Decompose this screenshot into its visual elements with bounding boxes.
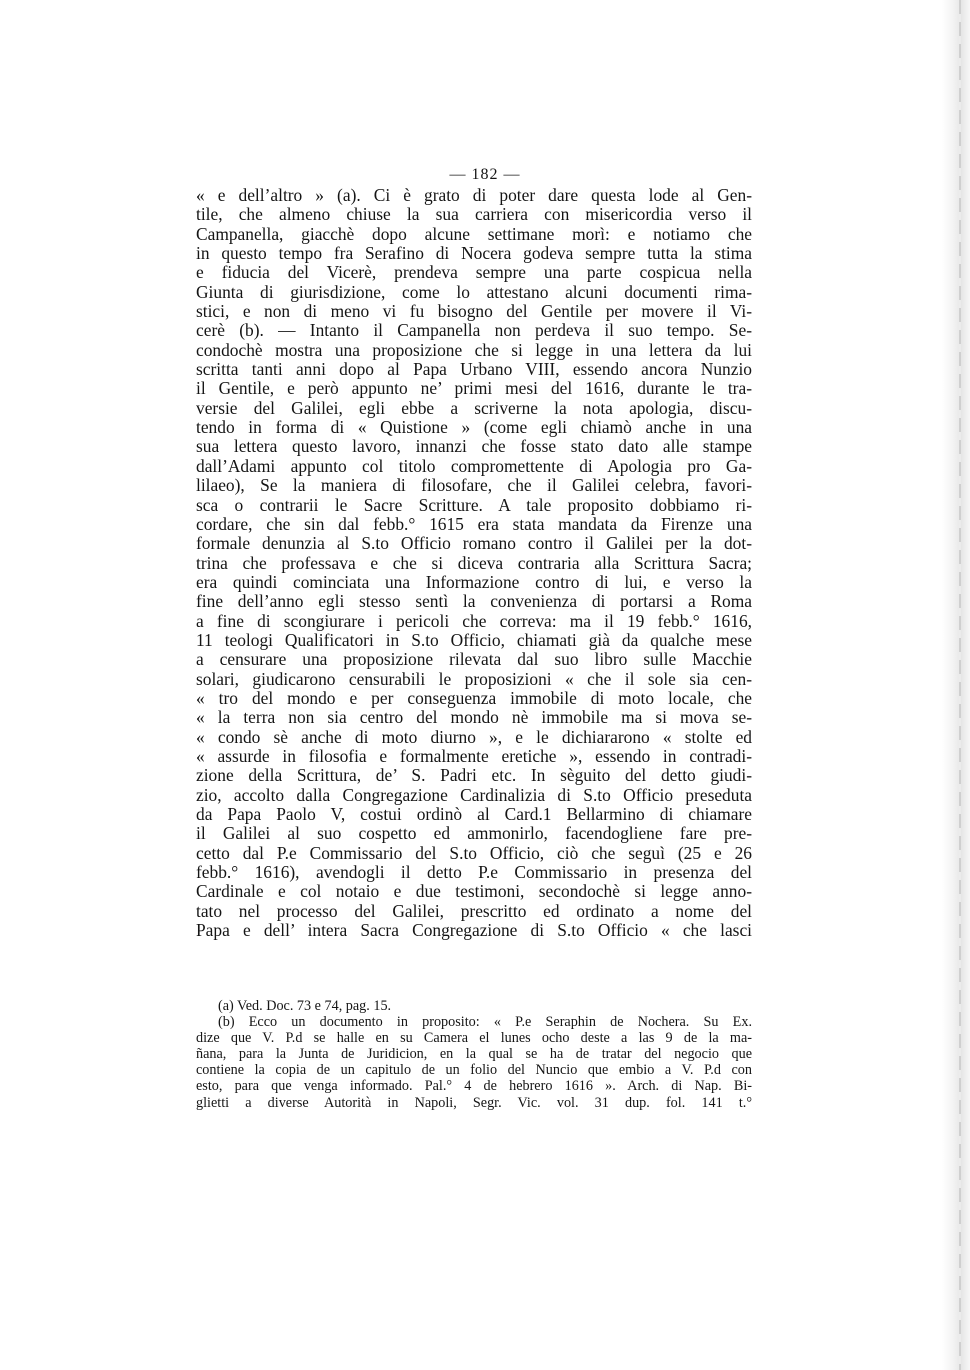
footnote-line: ñana, para la Junta de Juridicion, en la qual se ha de tratar del negocio que xyxy=(196,1046,752,1063)
body-line: zio, accolto dalla Congregazione Cardinalizia di S.to Officio preseduta xyxy=(196,784,752,805)
body-line: era quindi cominciata una Informazione contro di lui, e verso la xyxy=(196,571,752,592)
body-line: il Galilei al suo cospetto ed ammonirlo, facendogliene fare pre- xyxy=(196,823,752,844)
body-line: febb.° 1616), avendogli il detto P.e Commissario in presenza del xyxy=(196,862,752,883)
body-text xyxy=(196,186,752,940)
body-line: cordare, che sin dal febb.° 1615 era stata mandata da Firenze una xyxy=(196,513,752,534)
body-line: scritta tanti anni dopo al Papa Urbano VIII, essendo ancora Nunzio xyxy=(196,359,752,380)
body-line: Papa e dell’ intera Sacra Congregazione di S.to Officio « che lasci xyxy=(196,920,752,941)
footnote-line: contiene la copia de un capitulo de un folio del Nuncio que embio a V. P.d con xyxy=(196,1062,752,1079)
footnote-a: (a) Ved. Doc. 73 e 74, pag. 15. xyxy=(218,998,392,1014)
body-line: e fiducia del Vicerè, prendeva sempre una parte cospicua nella xyxy=(196,262,752,283)
body-line: formale denunzia al S.to Officio romano contro il Galilei per la dot- xyxy=(196,533,752,554)
body-line: a fine di scongiurare i pericoli che correva: ma il 19 febb.° 1616, xyxy=(196,610,752,631)
page-edge-line xyxy=(959,0,961,1370)
page-edge-shadow xyxy=(942,0,970,1370)
body-line: lilaeo), Se la maniera di filosofare, che il Galilei celebra, favori- xyxy=(196,475,752,496)
body-line: tendo in forma di « Quistione » (come egli chiamò anche in una xyxy=(196,417,752,438)
body-line: sca o contrarii le Sacre Scritture. A tale proposito dobbiamo ri- xyxy=(196,494,752,515)
body-line: « condo sè anche di moto diurno », e le dichiararono « stolte ed xyxy=(196,726,752,747)
body-line: dall’Adami appunto col titolo compromettente di Apologia pro Ga- xyxy=(196,455,752,476)
body-line: « e dell’altro » (a). Ci è grato di poter dare questa lode al Gen- xyxy=(196,185,752,205)
body-line: Campanella, giacchè dopo alcune settimane morì: e notiamo che xyxy=(196,223,752,244)
body-line: a censurare una proposizione rilevata dal suo libro sulle Macchie xyxy=(196,649,752,670)
body-line: cerè (b). — Intanto il Campanella non perdeva il suo tempo. Se- xyxy=(196,320,752,341)
body-line: « la terra non sia centro del mondo nè immobile ma si mova se- xyxy=(196,707,752,728)
body-line: zione della Scrittura, de’ S. Padri etc. In sèguito del detto giudi- xyxy=(196,765,752,786)
body-line: in questo tempo fra Serafino di Nocera godeva sempre tutta la stima xyxy=(196,243,752,264)
body-line: tato nel processo del Galilei, prescritto ed ordinato a nome del xyxy=(196,900,752,921)
body-line: trina che professava e che si diceva contraria alla Scrittura Sacra; xyxy=(196,552,752,573)
body-line: cetto dal P.e Commissario del S.to Officio, ciò che seguì (25 e 26 xyxy=(196,842,752,863)
footnote-b: (b) Ecco un documento in proposito: « P.e Seraphin de Nochera. Su Ex. xyxy=(218,1014,752,1031)
body-line: Cardinale e col notaio e due testimoni, secondochè si legge anno- xyxy=(196,881,752,902)
body-line: condochè mostra una proposizione che si legge in una lettera da lui xyxy=(196,339,752,360)
body-line: sua lettera questo lavoro, innanzi che fosse stato dato alle stampe xyxy=(196,436,752,457)
footnote-line: glietti a diverse Autorità in Napoli, Segr. Vic. vol. 31 dup. fol. 141 t.° xyxy=(196,1094,752,1111)
body-line: fine dell’anno egli stesso sentì la convenienza di portarsi a Roma xyxy=(196,591,752,612)
body-line: « assurde in filosofia e formalmente eretiche », essendo in contradi- xyxy=(196,745,752,766)
footnote-line: dize que V. P.d se halle en su Camera el lunes ocho deste a las 9 de la ma- xyxy=(196,1030,752,1047)
body-line: il Gentile, e però appunto ne’ primi mesi del 1616, durante le tra- xyxy=(196,378,752,399)
body-line: versie del Galilei, egli ebbe a scriverne la nota apologia, discu- xyxy=(196,397,752,418)
body-line: « tro del mondo e per conseguenza immobile di moto locale, che xyxy=(196,687,752,708)
body-line: solari, giudicarono censurabili le proposizioni « che il sole sia cen- xyxy=(196,668,752,689)
body-line: tile, che almeno chiuse la sua carriera con misericordia verso il xyxy=(196,204,752,225)
footnotes xyxy=(196,998,752,1111)
body-line: da Papa Paolo V, costui ordinò al Card.1 Bellarmino di chiamare xyxy=(196,804,752,824)
footnote-line: esto, para que venga informado. Pal.° 4 de hebrero 1616 ». Arch. di Nap. Bi- xyxy=(196,1078,752,1095)
page-number: — 182 — xyxy=(449,166,521,183)
body-line: Giunta di giurisdizione, come lo attestano alcuni documenti rima- xyxy=(196,281,752,302)
body-line: stici, e non di meno vi fu bisogno del Gentile per movere il Vi- xyxy=(196,301,752,322)
body-line: 11 teologi Qualificatori in S.to Officio, chiamati già da qualche mese xyxy=(196,629,752,650)
